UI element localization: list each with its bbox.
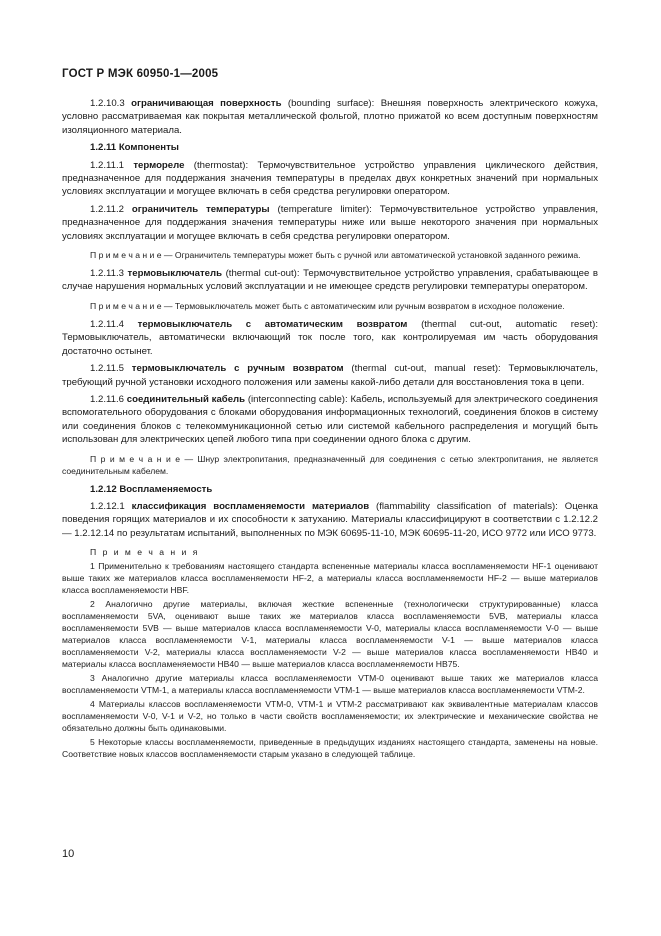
paragraph-1-2-12-1 — [62, 500, 598, 540]
clause-number: 1.2.11.1 — [90, 159, 124, 171]
clause-number: 1.2.11.3 — [90, 268, 124, 280]
definition-text: (flammability classification of materials): Оценка поведения горящих материалов и их способности к затуханию. Материалы классифицируют в соответствии с 1.2.12.2 — 1.2.12.14 по результатам испытаний, выполненных по МЭК 60695-11-10, МЭК 60695-11-20, ИСО 9772 или ИСО 9773. — [62, 500, 599, 539]
clause-number: 1.2.11.5 — [90, 363, 124, 375]
definition-text: (thermal cut-out, automatic reset): Термовыключатель, автоматически включающий ток после того, как контролируемая им часть оборудования достаточно остынет. — [62, 318, 598, 357]
note-label: П р и м е ч а н и е — [90, 300, 162, 311]
note-temperature-limiter — [62, 249, 598, 261]
definition-text: (thermal cut-out): Термочувствительное устройство управления, срабатывающее в случае нарушения нормальных условий эксплуатации и не имеющее средств регулировки температуры оператором. — [62, 268, 598, 293]
definition-text: (thermostat): Термочувствительное устройство управления циклического действия, предназначенное для поддержания значения температуры в пределах двух конкретных значений при нормальных условиях эксплуатации и могущее включать в себя средства регулировки оператором. — [62, 159, 598, 198]
section-title: Воспламеняемость — [119, 483, 213, 495]
paragraph-1-2-11-4 — [62, 318, 598, 358]
clause-number: 1.2.11.4 — [90, 318, 124, 330]
term: классификация воспламеняемости материалов — [131, 500, 370, 512]
term: термовыключатель — [127, 268, 223, 280]
document-body — [62, 97, 598, 762]
note-label: П р и м е ч а н и е — [90, 250, 162, 261]
note-item: 1 Применительно к требованиям настоящего стандарта вспененные материалы класса воспламеняемости HF-1 оценивают выше таких же материалов класса воспламеняемости HF-2, а материалы класса воспламеняемости HF-2 — выше материалов класса воспламеняемости HBF. — [62, 561, 598, 596]
note-text: — Шнур электропитания, предназначенный для соединения с сетью электропитания, не является соединительным кабелем. — [62, 453, 598, 476]
paragraph-1-2-11-5 — [62, 362, 598, 389]
note-item: 4 Материалы классов воспламеняемости VTM-0, VTM-1 и VTM-2 рассматривают как эквивалентные материалам классов воспламеняемости V-0, V-1 и V-2, но только в части свойств воспламеняемости; их электрические и механические свойства не обязательно должны быть одинаковыми. — [62, 699, 598, 734]
term: соединительный кабель — [126, 393, 246, 405]
paragraph-1-2-11-6 — [62, 393, 598, 447]
definition-text: (bounding surface): Внешняя поверхность электрического кожуха, условно рассматриваемая как покрытая металлической фольгой, плотно прижатой ко всем доступным поверхностям изоляционного материала. — [62, 98, 598, 136]
section-heading-flammability — [62, 483, 598, 496]
clause-number: 1.2.10.3 — [90, 98, 125, 109]
clause-number: 1.2.12.1 — [90, 500, 125, 512]
note-text: — Термовыключатель может быть с автоматическим или ручным возвратом в исходное положение. — [161, 300, 565, 311]
note-label: П р и м е ч а н и е — [90, 453, 181, 464]
term: ограничитель температуры — [131, 203, 270, 215]
paragraph-1-2-11-3 — [62, 267, 598, 294]
section-number: 1.2.11 — [90, 142, 117, 154]
paragraph-1-2-11-2 — [62, 203, 598, 243]
term: термовыключатель с автоматическим возвратом — [137, 318, 408, 330]
standard-header: ГОСТ Р МЭК 60950-1—2005 — [62, 68, 219, 80]
definition-text: (temperature limiter): Термочувствительное устройство управления, предназначенное для поддержания значения температуры ниже или выше некоторого значения при нормальных условиях эксплуатации и могущее включать в себя средства регулировки оператором. — [62, 203, 599, 242]
note-item: 5 Некоторые классы воспламеняемости, приведенные в предыдущих изданиях настоящего стандарта, заменены на новые. Соответствие новых классов воспламеняемости старым указано в следующей таблице. — [62, 737, 598, 760]
note-text: — Ограничитель температуры может быть с ручной или автоматической установкой заданного режима. — [161, 250, 581, 261]
paragraph-1-2-11-1 — [62, 159, 598, 199]
note-power-cord — [62, 453, 598, 477]
paragraph-1-2-10-3 — [62, 97, 598, 137]
page-number: 10 — [62, 848, 75, 860]
definition-text: (interconnecting cable): Кабель, используемый для электрического соединения вспомогательного оборудования с блоками оборудования информационных технологий, соединения блоков в систему или соединения блоков с телекоммуникационной сетью или системой кабельного распределения и могущий быть использован для электрических цепей любого типа при соединении одного блока с другим. — [62, 393, 598, 446]
section-number: 1.2.12 — [90, 483, 117, 495]
clause-number: 1.2.11.6 — [90, 393, 124, 405]
note-item: 3 Аналогично другие материалы класса воспламеняемости VTM-0 оценивают выше таких же материалов класса воспламеняемости VTM-1, а материалы класса воспламеняемости VTM-1 — выше материалов класса воспламеняемости VTM-2. — [62, 673, 598, 696]
section-heading-components — [62, 141, 598, 154]
note-item: 2 Аналогично другие материалы, включая жесткие вспененные (технологически структурированные) класса воспламеняемости 5VA, оценивают выше таких же материалов класса воспламеняемости 5VB, материалы класса воспламеняемости 5VB — выше материалов класса воспламеняемости V-0, материалы класса воспламеняемости V-0 — выше материалов класса воспламеняемости V-1, материалы класса воспламеняемости V-1 — выше материалов класса воспламеняемости V-2, материалы класса воспламеняемости V-2 — выше материалов класса воспламеняемости HB40 и материалы класса воспламеняемости HB40 — выше материалов класса воспламеняемости HB75. — [62, 599, 598, 670]
note-thermal-cutout — [62, 300, 598, 312]
term: ограничивающая поверхность — [131, 98, 282, 109]
term: термореле — [133, 159, 185, 171]
clause-number: 1.2.11.2 — [90, 203, 124, 215]
term: термовыключатель с ручным возвратом — [131, 363, 344, 375]
definition-text: (thermal cut-out, manual reset): Термовыключатель, требующий ручной установки исходного положения или замены какой-либо детали для восстановления тока в цепи. — [62, 363, 598, 388]
section-title: Компоненты — [118, 142, 179, 154]
notes-title: П р и м е ч а н и я — [90, 547, 200, 558]
